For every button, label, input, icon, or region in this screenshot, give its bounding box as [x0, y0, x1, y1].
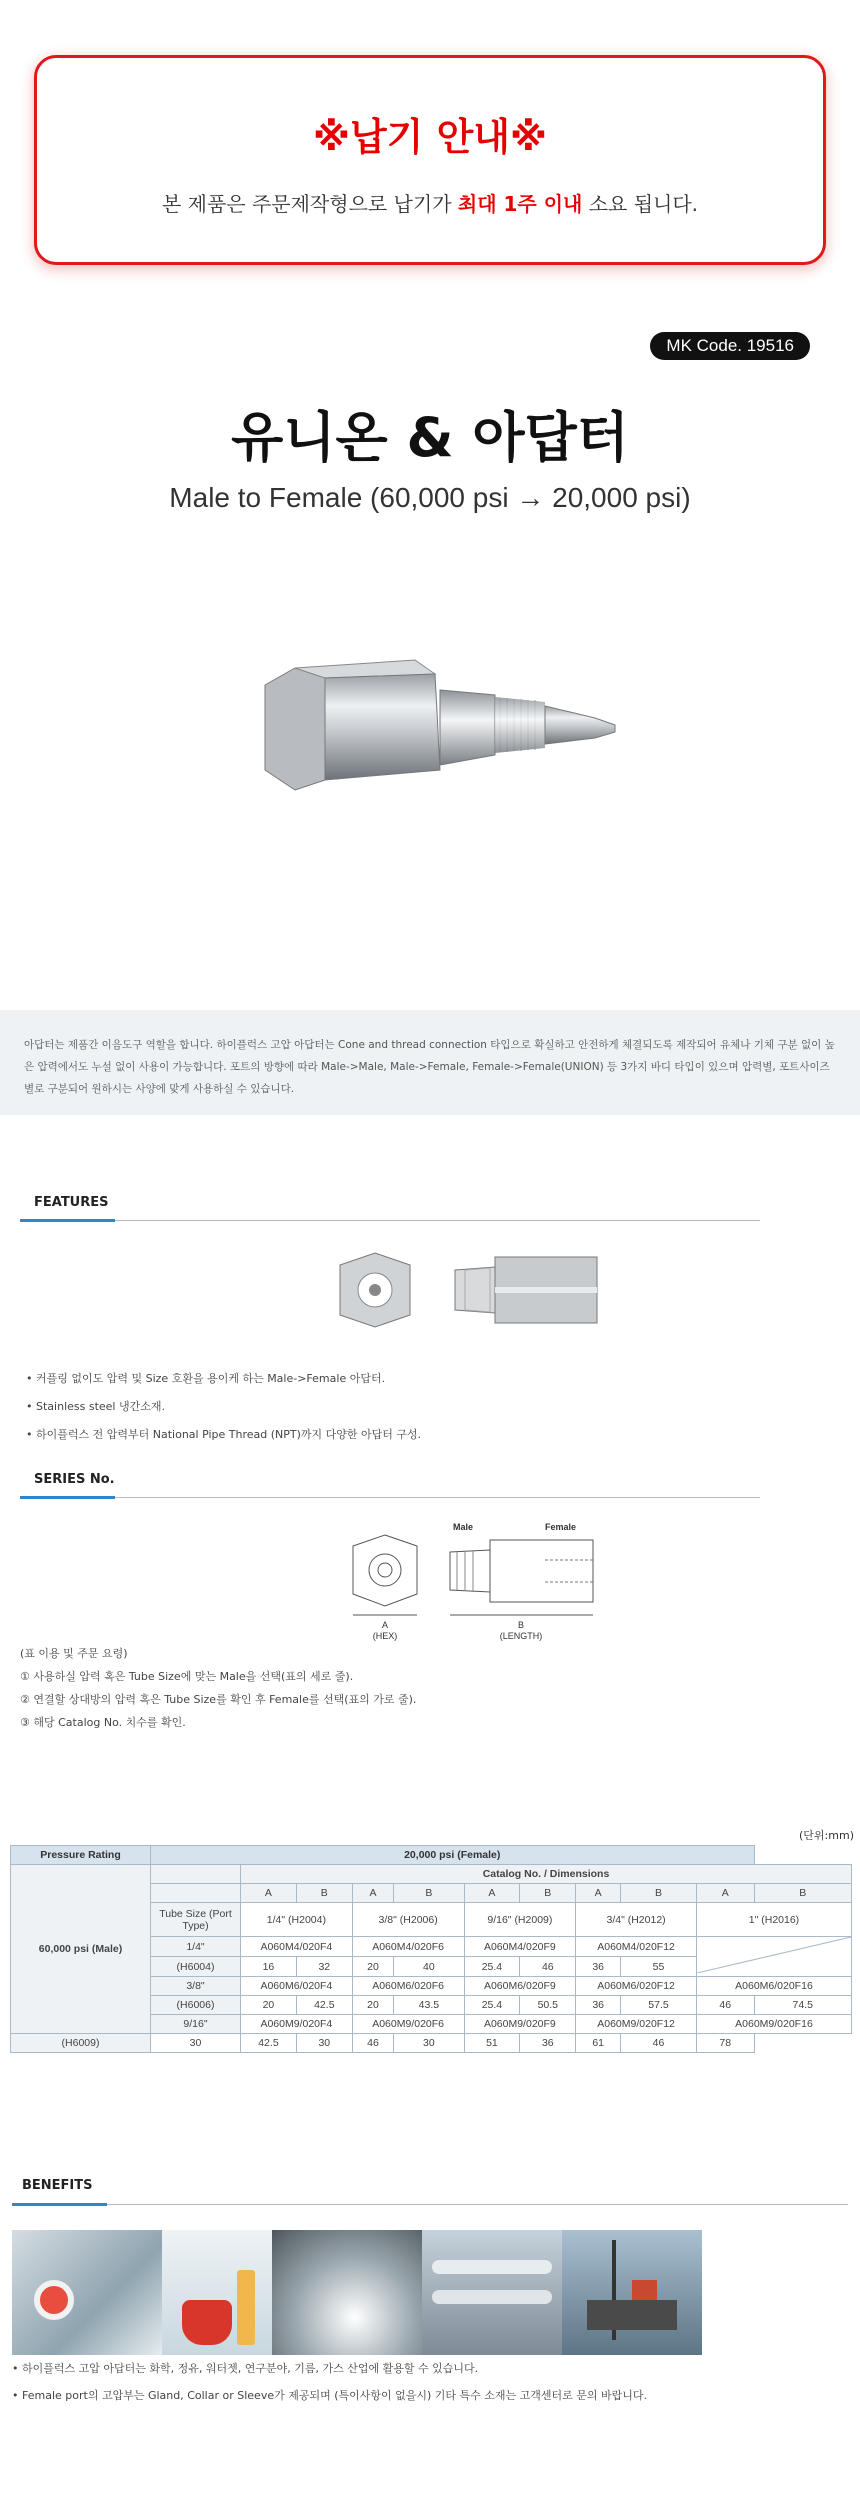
dim-b: 74.5	[754, 1996, 851, 2015]
adapter-product-image	[255, 640, 625, 830]
features-item: • Stainless steel 냉간소재.	[26, 1398, 421, 1426]
dim-a: 25.4	[464, 1996, 520, 2015]
dim-b: 55	[621, 1957, 697, 1977]
delivery-notice-box	[34, 55, 826, 265]
catalog-header: Catalog No. / Dimensions	[241, 1865, 852, 1884]
female-size: 9/16" (H2009)	[464, 1903, 576, 1937]
order-steps-title: (표 이용 및 주문 요령)	[20, 1647, 128, 1660]
dim-b: 42.5	[296, 1996, 352, 2015]
col-b: B	[394, 1884, 464, 1903]
col-b: B	[621, 1884, 697, 1903]
tube-size-label: Tube Size (Port Type)	[151, 1903, 241, 1937]
benefits-divider	[12, 2204, 848, 2205]
notice-body-suffix: 소요 됩니다.	[582, 192, 699, 216]
catalog-no: A060M9/020F16	[696, 2015, 851, 2034]
table-unit: (단위:mm)	[799, 1829, 854, 1842]
col-a: A	[352, 1884, 394, 1903]
male-label: Male	[453, 1522, 474, 1532]
product-subtitle: Male to Female (60,000 psi → 20,000 psi)	[169, 482, 691, 513]
col-a: A	[696, 1884, 754, 1903]
male-size: 1/4"	[151, 1937, 241, 1957]
dim-length-label: (LENGTH)	[499, 1631, 543, 1641]
dim-a: 20	[241, 1996, 297, 2015]
catalog-spec-table	[10, 1845, 852, 2053]
features-list	[26, 1370, 421, 1454]
refinery-photo	[422, 2230, 562, 2355]
dim-a: 30	[296, 2034, 352, 2053]
benefits-item: • 하이플럭스 고압 아답터는 화학, 정유, 워터젯, 연구분야, 기름, 가스 산업에 활용할 수 있습니다.	[12, 2360, 647, 2387]
intro-description: 아답터는 제품간 이음도구 역할을 합니다. 하이플럭스 고압 아답터는 Cone and thread connection 타입으로 확실하고 안전하게 체결되도록 제작되어 유체나 기체 구분 없이 높은 압력에서도 누설 없이 사용이 가능합니다. 포트의 방향에 따라 Male->Male, Male->Female, Female->Female(UNION) 등 3가지 바디 타입이 있으며 압력별, 포트사이즈별로 구분되어 원하시는 사양에 맞게 사용하실 수 있습니다.	[0, 1010, 860, 1115]
male-pressure-label: 60,000 psi (Male)	[11, 1865, 151, 2034]
catalog-no: A060M4/020F4	[241, 1937, 353, 1957]
benefits-photo-strip	[12, 2230, 702, 2355]
notice-body-highlight: 최대 1주 이내	[457, 192, 583, 216]
catalog-no-empty	[696, 1937, 851, 1977]
dim-hex-label: (HEX)	[372, 1631, 398, 1641]
col-b: B	[754, 1884, 851, 1903]
dim-a: 20	[352, 1957, 394, 1977]
male-port: (H6004)	[151, 1957, 241, 1977]
male-port: (H6009)	[11, 2034, 151, 2053]
female-size: 1" (H2016)	[696, 1903, 851, 1937]
dim-a: 46	[696, 1996, 754, 2015]
catalog-no: A060M4/020F6	[352, 1937, 464, 1957]
benefits-heading: BENEFITS	[22, 2178, 93, 2193]
male-size: 9/16"	[151, 2015, 241, 2034]
dim-a: 30	[394, 2034, 464, 2053]
notice-body-prefix: 본 제품은 주문제작형으로 납기가	[161, 192, 458, 216]
female-label: Female	[545, 1522, 577, 1532]
pressure-rating-header: Pressure Rating	[11, 1846, 151, 1865]
dim-b: 51	[464, 2034, 520, 2053]
col-a: A	[241, 1884, 297, 1903]
male-size: 3/8"	[151, 1977, 241, 1996]
features-item: • 하이플럭스 전 압력부터 National Pipe Thread (NPT)까지 다양한 아답터 구성.	[26, 1426, 421, 1454]
male-port: (H6006)	[151, 1996, 241, 2015]
col-a: A	[464, 1884, 520, 1903]
dim-b-label: B	[517, 1620, 525, 1630]
catalog-no: A060M9/020F9	[464, 2015, 576, 2034]
dim-a: 25.4	[464, 1957, 520, 1977]
dim-b: 42.5	[241, 2034, 297, 2053]
female-size: 3/8" (H2006)	[352, 1903, 464, 1937]
features-heading: FEATURES	[34, 1195, 109, 1210]
order-step: ② 연결할 상대방의 압력 혹은 Tube Size를 확인 후 Female를 선택(표의 가로 줄).	[20, 1693, 417, 1706]
waterjet-photo	[272, 2230, 422, 2355]
mk-code-badge: MK Code. 19516	[650, 332, 810, 360]
catalog-no: A060M6/020F12	[576, 1977, 697, 1996]
series-heading: SERIES No.	[34, 1472, 115, 1487]
series-dimension-diagram	[345, 1520, 605, 1645]
features-item: • 커플링 없이도 압력 및 Size 호환을 용이케 하는 Male->Female 아답터.	[26, 1370, 421, 1398]
dim-b: 61	[576, 2034, 621, 2053]
catalog-no: A060M9/020F12	[576, 2015, 697, 2034]
chemistry-photo	[162, 2230, 272, 2355]
dim-a: 36	[576, 1957, 621, 1977]
notice-body	[37, 188, 823, 217]
order-step: ① 사용하실 압력 혹은 Tube Size에 맞는 Male을 선택(표의 세로 줄).	[20, 1670, 354, 1683]
col-a: A	[576, 1884, 621, 1903]
table-corner	[151, 1865, 241, 1884]
benefits-list	[12, 2360, 647, 2414]
benefits-item: • Female port의 고압부는 Gland, Collar or Sleeve가 제공되며 (특이사항이 없을시) 기타 특수 소재는 고객센터로 문의 바랍니다.	[12, 2387, 647, 2414]
dim-a: 16	[241, 1957, 297, 1977]
dim-b: 40	[394, 1957, 464, 1977]
catalog-no: A060M4/020F12	[576, 1937, 697, 1957]
female-size: 3/4" (H2012)	[576, 1903, 697, 1937]
product-title: 유니온 & 아답터	[231, 406, 629, 469]
features-diagram	[335, 1245, 605, 1355]
dim-a: 36	[576, 1996, 621, 2015]
catalog-no: A060M6/020F16	[696, 1977, 851, 1996]
catalog-no: A060M4/020F9	[464, 1937, 576, 1957]
catalog-no: A060M6/020F4	[241, 1977, 353, 1996]
order-step: ③ 해당 Catalog No. 치수를 확인.	[20, 1716, 186, 1729]
female-size: 1/4" (H2004)	[241, 1903, 353, 1937]
dim-a: 46	[621, 2034, 697, 2053]
catalog-no: A060M6/020F6	[352, 1977, 464, 1996]
dim-b: 46	[520, 1957, 576, 1977]
series-divider	[20, 1497, 760, 1498]
dim-b: 46	[352, 2034, 394, 2053]
dim-b: 50.5	[520, 1996, 576, 2015]
catalog-no: A060M9/020F6	[352, 2015, 464, 2034]
dim-b: 78	[696, 2034, 754, 2053]
offshore-photo	[562, 2230, 702, 2355]
catalog-no: A060M9/020F4	[241, 2015, 353, 2034]
dim-b: 43.5	[394, 1996, 464, 2015]
table-corner	[151, 1884, 241, 1903]
dim-a-label: A	[381, 1620, 389, 1630]
dim-a: 30	[151, 2034, 241, 2053]
notice-title: ※납기 안내※	[313, 115, 547, 159]
female-pressure-header: 20,000 psi (Female)	[151, 1846, 755, 1865]
order-steps	[20, 1645, 416, 1737]
dim-a: 36	[520, 2034, 576, 2053]
dim-b: 32	[296, 1957, 352, 1977]
col-b: B	[296, 1884, 352, 1903]
features-divider	[20, 1220, 760, 1221]
col-b: B	[520, 1884, 576, 1903]
dim-b: 57.5	[621, 1996, 697, 2015]
dim-a: 20	[352, 1996, 394, 2015]
catalog-no: A060M6/020F9	[464, 1977, 576, 1996]
lab-photo	[12, 2230, 162, 2355]
